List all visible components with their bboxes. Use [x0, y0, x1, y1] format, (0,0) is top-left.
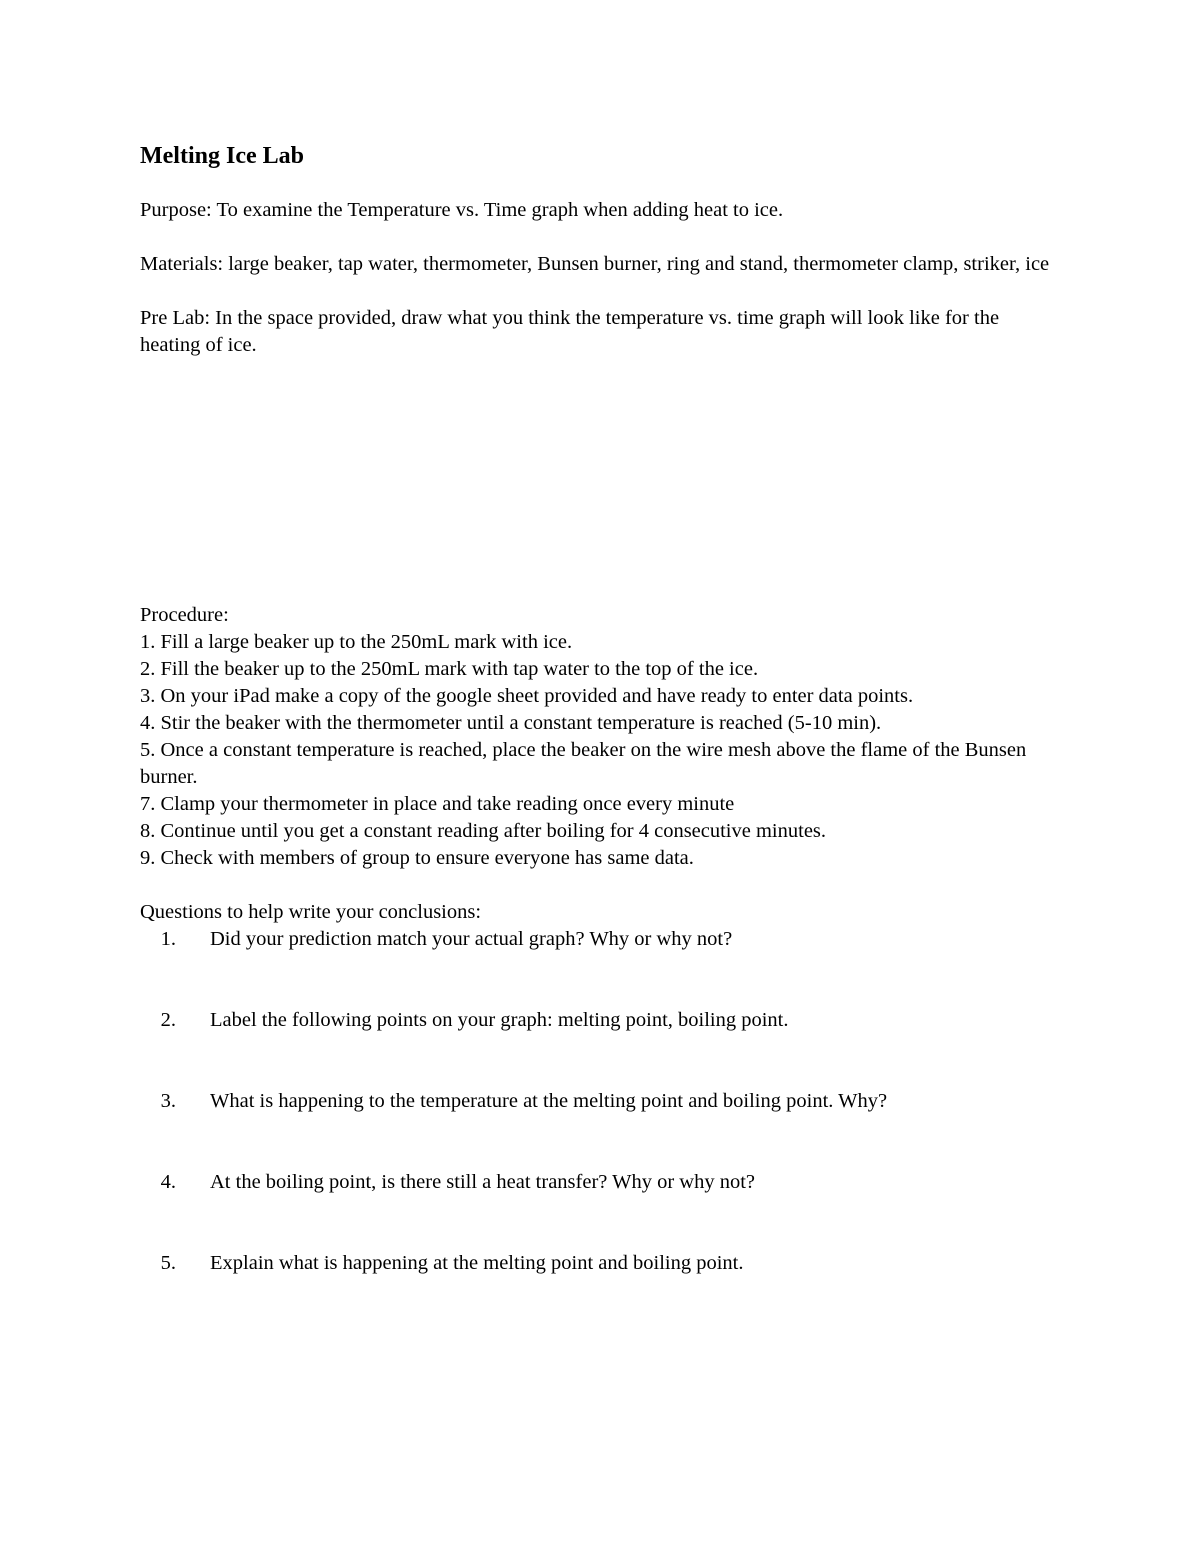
- question-item: [140, 1088, 1060, 1115]
- procedure-step: 9. Check with members of group to ensure everyone has same data.: [140, 847, 694, 869]
- question-number: 2.: [160, 1009, 176, 1031]
- procedure-step: 7. Clamp your thermometer in place and take reading once every minute: [140, 793, 735, 815]
- question-text: At the boiling point, is there still a heat transfer? Why or why not?: [210, 1171, 756, 1193]
- question-number: 1.: [160, 928, 176, 950]
- procedure-step: 2. Fill the beaker up to the 250mL mark with tap water to the top of the ice.: [140, 658, 759, 680]
- question-item: [140, 1169, 1060, 1196]
- question-text: What is happening to the temperature at the melting point and boiling point. Why?: [210, 1090, 888, 1112]
- document-title: Melting Ice Lab: [140, 143, 304, 169]
- question-text: Label the following points on your graph: melting point, boiling point.: [210, 1009, 789, 1031]
- procedure-step: 4. Stir the beaker with the thermometer until a constant temperature is reached (5-10 min).: [140, 712, 882, 734]
- procedure-heading: Procedure:: [140, 604, 229, 626]
- question-item: [140, 926, 1060, 953]
- questions-list: [140, 926, 1060, 1277]
- question-number: 5.: [160, 1252, 176, 1274]
- procedure-step: 5. Once a constant temperature is reached, place the beaker on the wire mesh above the flame of the Bunsen burner.: [140, 739, 1027, 788]
- purpose-paragraph: Purpose: To examine the Temperature vs. Time graph when adding heat to ice.: [140, 199, 784, 221]
- procedure-list: [140, 629, 1060, 872]
- question-number: 3.: [160, 1090, 176, 1112]
- prelab-paragraph: Pre Lab: In the space provided, draw what you think the temperature vs. time graph will look like for the heating of ice.: [140, 307, 1000, 356]
- question-item: [140, 1250, 1060, 1277]
- question-text: Did your prediction match your actual graph? Why or why not?: [210, 928, 733, 950]
- materials-paragraph: Materials: large beaker, tap water, thermometer, Bunsen burner, ring and stand, thermometer clamp, striker, ice: [140, 253, 1050, 275]
- procedure-step: 8. Continue until you get a constant reading after boiling for 4 consecutive minutes.: [140, 820, 827, 842]
- procedure-step: 1. Fill a large beaker up to the 250mL mark with ice.: [140, 631, 573, 653]
- question-text: Explain what is happening at the melting point and boiling point.: [210, 1252, 744, 1274]
- question-number: 4.: [160, 1171, 176, 1193]
- questions-heading: Questions to help write your conclusions:: [140, 901, 482, 923]
- document-page: [140, 140, 1060, 1331]
- question-item: [140, 1007, 1060, 1034]
- procedure-step: 3. On your iPad make a copy of the google sheet provided and have ready to enter data points.: [140, 685, 914, 707]
- drawing-space: [140, 386, 1060, 602]
